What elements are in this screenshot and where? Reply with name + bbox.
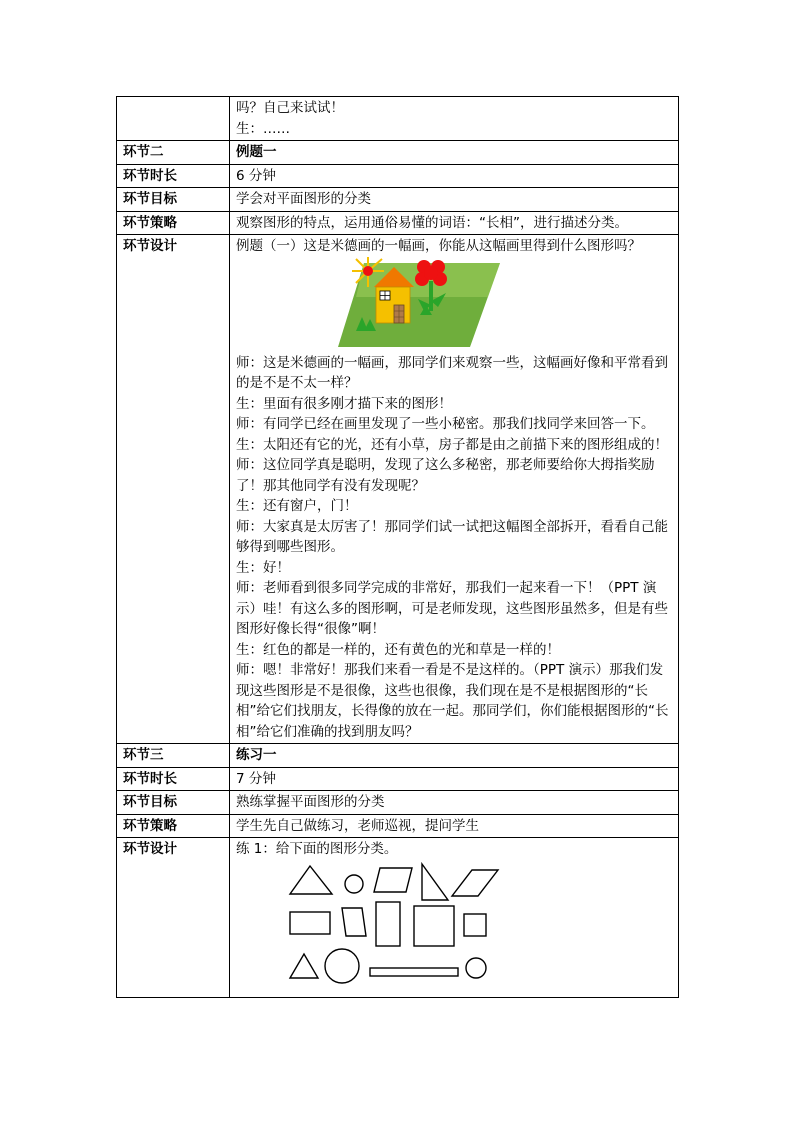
section-label: 环节二 bbox=[117, 141, 230, 165]
rectangle-shape bbox=[290, 912, 330, 934]
section-2-goal-row bbox=[117, 188, 679, 212]
design-label: 环节设计 bbox=[117, 235, 230, 744]
dialogue-line: 师：嗯！非常好！那我们来看一看是不是这样的。（PPT 演示）那我们发现这些图形是不是很像，这些也很像，我们现在是不是根据图形的“长相”给它们找朋友，长得像的放在一起。那同学们，你们能根据图形的“长相”给它们准确的找到朋友吗？ bbox=[236, 662, 669, 740]
quadrilateral-shape bbox=[342, 908, 366, 936]
shapes-figure bbox=[236, 860, 672, 996]
dialogue-line: 生：好！ bbox=[236, 559, 290, 576]
square-shape bbox=[464, 914, 486, 936]
strategy-value: 学生先自己做练习，老师巡视，提问学生 bbox=[230, 814, 679, 838]
empty-label-cell bbox=[117, 97, 230, 141]
parallelogram-shape bbox=[452, 870, 498, 896]
section-2-design-row bbox=[117, 235, 679, 744]
dialogue-line: 生：红色的都是一样的，还有黄色的光和草是一样的！ bbox=[236, 641, 560, 658]
dialogue-line: 生：里面有很多刚才描下来的图形！ bbox=[236, 395, 452, 412]
section-3-strategy-row bbox=[117, 814, 679, 838]
dialogue-line: 师：老师看到很多同学完成的非常好，那我们一起来看一下！（PPT 演示）哇！有这么多的图形啊，可是老师发现，这些图形虽然多，但是有些图形好像长得“很像”啊！ bbox=[236, 580, 668, 637]
shapes-image bbox=[288, 860, 508, 992]
strategy-value: 观察图形的特点，运用通俗易懂的词语：“长相”，进行描述分类。 bbox=[230, 211, 679, 235]
section-3-time-row bbox=[117, 767, 679, 791]
dialogue-line: 师：有同学已经在画里发现了一些小秘密。那我们找同学来回答一下。 bbox=[236, 416, 655, 432]
dialogue-line: 生：还有窗户，门！ bbox=[236, 498, 358, 514]
mide-painting-image bbox=[338, 257, 500, 349]
circle-shape bbox=[345, 875, 363, 893]
continuation-cell bbox=[230, 97, 679, 141]
text-line: 生：…… bbox=[236, 120, 290, 137]
section-3-design-row bbox=[117, 838, 679, 998]
time-value: 6 分钟 bbox=[230, 164, 679, 188]
rectangle-shape bbox=[376, 902, 400, 946]
goal-label: 环节目标 bbox=[117, 791, 230, 815]
dialogue-line: 生：太阳还有它的光，还有小草，房子都是由之前描下来的图形组成的！ bbox=[236, 436, 668, 453]
time-label: 环节时长 bbox=[117, 767, 230, 791]
circle-shape bbox=[325, 949, 359, 983]
goal-value: 学会对平面图形的分类 bbox=[230, 188, 679, 212]
section-2-row bbox=[117, 141, 679, 165]
section-2-time-row bbox=[117, 164, 679, 188]
exercise-prompt: 练 1：给下面的图形分类。 bbox=[236, 841, 398, 857]
section-2-strategy-row bbox=[117, 211, 679, 235]
right-triangle-shape bbox=[422, 864, 448, 900]
strategy-label: 环节策略 bbox=[117, 814, 230, 838]
dialogue-line: 师：这是米德画的一幅画，那同学们来观察一些，这幅画好像和平常看到的是不是不太一样？ bbox=[236, 354, 668, 391]
time-value: 7 分钟 bbox=[230, 767, 679, 791]
section-3-goal-row bbox=[117, 791, 679, 815]
mide-painting-figure bbox=[236, 257, 672, 353]
dialogue-line: 师：这位同学真是聪明，发现了这么多秘密，那老师要给你大拇指奖励了！那其他同学有没有发现呢？ bbox=[236, 457, 655, 494]
design-intro: 例题（一）这是米德画的一幅画，你能从这幅画里得到什么图形吗？ bbox=[236, 238, 641, 254]
triangle-shape bbox=[290, 866, 332, 894]
dialogue-line: 师：大家真是太厉害了！那同学们试一试把这幅图全部拆开，看看自己能够得到哪些图形。 bbox=[236, 518, 668, 555]
parallelogram-shape bbox=[374, 868, 412, 892]
goal-value: 熟练掌握平面图形的分类 bbox=[230, 791, 679, 815]
section-title: 练习一 bbox=[230, 744, 679, 768]
continuation-row bbox=[117, 97, 679, 141]
section-3-row bbox=[117, 744, 679, 768]
section-label: 环节三 bbox=[117, 744, 230, 768]
circle-shape bbox=[466, 958, 486, 978]
strategy-label: 环节策略 bbox=[117, 211, 230, 235]
triangle-shape bbox=[290, 954, 318, 978]
design-content bbox=[230, 235, 679, 744]
square-shape bbox=[414, 906, 454, 946]
lesson-plan-table bbox=[116, 96, 679, 998]
long-rectangle-shape bbox=[370, 968, 458, 976]
text-line: 吗？自己来试试！ bbox=[236, 100, 344, 116]
design-label: 环节设计 bbox=[117, 838, 230, 998]
time-label: 环节时长 bbox=[117, 164, 230, 188]
section-title: 例题一 bbox=[230, 141, 679, 165]
goal-label: 环节目标 bbox=[117, 188, 230, 212]
design-content bbox=[230, 838, 679, 998]
